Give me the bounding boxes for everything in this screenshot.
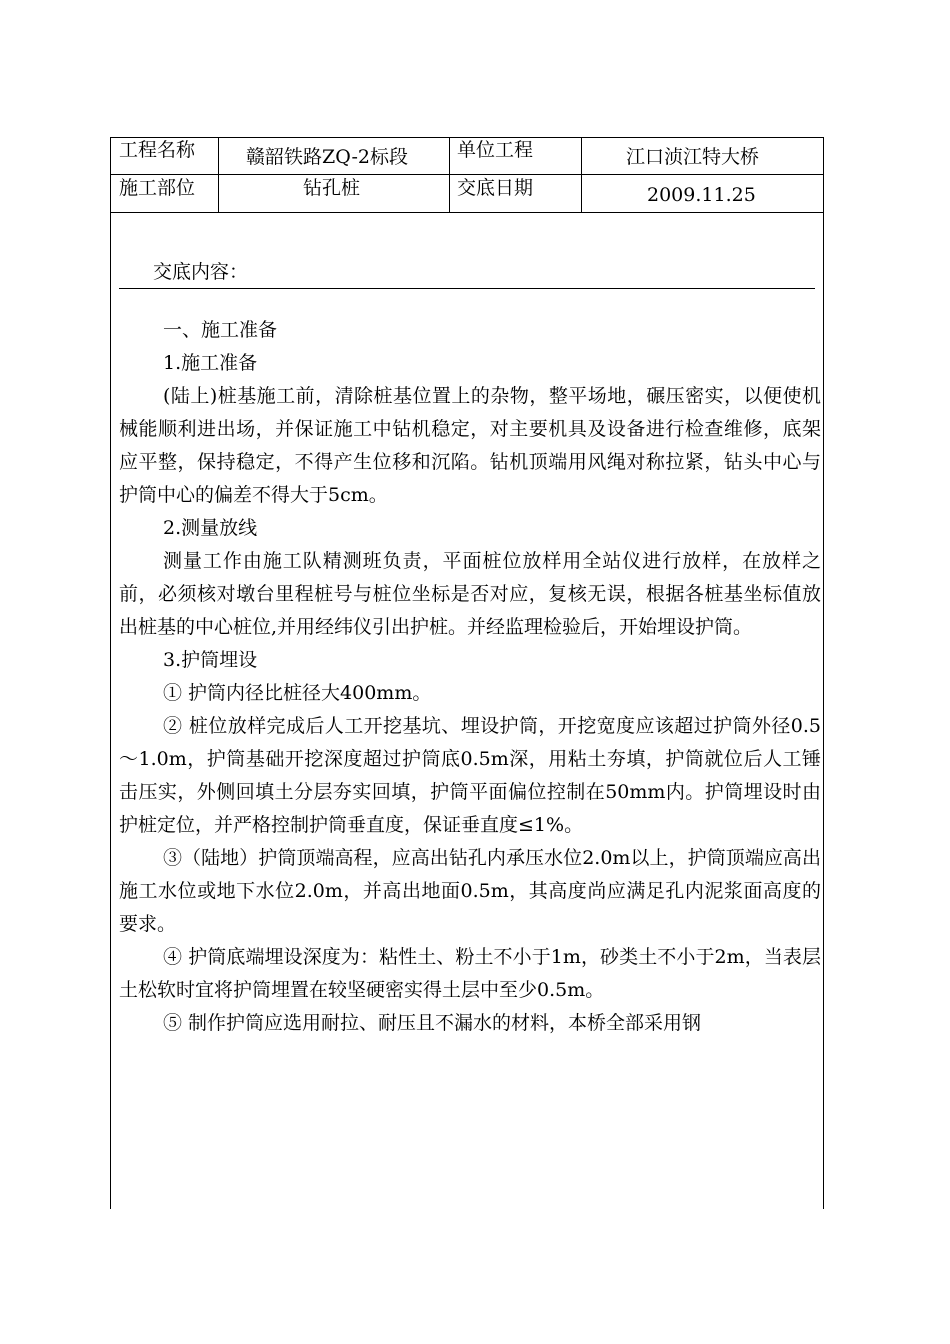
handover-form [110,137,824,1209]
content-title-underline [119,288,815,289]
header-col-divider-1 [218,138,219,212]
header-col-divider-3 [581,138,582,212]
header-bottom-border [111,212,823,213]
unit-project-label: 单位工程 [457,139,534,161]
content-paragraph: (陆上)桩基施工前，清除桩基位置上的杂物，整平场地，碾压密实，以便使机械能顺利进出场，并保证施工中钻机稳定，对主要机具及设备进行检查维修，底架应平整，保持稳定，不得产生位移和沉陷。钻机顶端用风绳对称拉紧，钻头中心与护筒中心的偏差不得大于5cm。 [119,385,821,506]
content-paragraph: ④ 护筒底端埋设深度为：粘性土、粉土不小于1m，砂类土不小于2m，当表层土松软时宜将护筒埋置在较坚硬密实得土层中至少0.5m。 [119,946,821,1001]
content-paragraph: 一、施工准备 [163,319,278,341]
content-paragraph: ③（陆地）护筒顶端高程，应高出钻孔内承压水位2.0m以上，护筒顶端应高出施工水位或地下水位2.0m，并高出地面0.5m，其高度尚应满足孔内泥浆面高度的要求。 [119,847,821,935]
header-col-divider-2 [449,138,450,212]
content-paragraph: ⑤ 制作护筒应选用耐拉、耐压且不漏水的材料，本桥全部采用钢 [163,1012,702,1034]
content-title: 交底内容： [153,261,249,283]
content-paragraph: 3.护筒埋设 [163,649,258,671]
construction-part-value: 钻孔桩 [303,177,361,199]
handover-date-value: 2009.11.25 [647,184,756,206]
project-name-label: 工程名称 [119,139,196,161]
content-paragraph: ① 护筒内径比桩径大400mm。 [163,682,432,704]
handover-date-label: 交底日期 [457,177,534,199]
construction-part-label: 施工部位 [119,177,196,199]
content-paragraph: ② 桩位放样完成后人工开挖基坑、埋设护筒，开挖宽度应该超过护筒外径0.5～1.0m，护筒基础开挖深度超过护筒底0.5m深，用粘土夯填，护筒就位后人工锤击压实，外侧回填土分层夯实回填，护筒平面偏位控制在50mm内。护筒埋设时由护桩定位，并严格控制护筒垂直度，保证垂直度≤1%。 [119,715,821,836]
unit-project-value: 江口浈江特大桥 [626,146,760,168]
project-name-value: 赣韶铁路ZQ-2标段 [246,146,408,168]
content-paragraph: 2.测量放线 [163,517,258,539]
content-paragraph: 1.施工准备 [163,352,258,374]
handover-content [119,314,821,1040]
content-paragraph: 测量工作由施工队精测班负责，平面桩位放样用全站仪进行放样，在放样之前，必须核对墩台里程桩号与桩位坐标是否对应，复核无误，根据各桩基坐标值放出桩基的中心桩位,并用经纬仪引出护桩。并经监理检验后，开始埋设护筒。 [119,550,821,638]
